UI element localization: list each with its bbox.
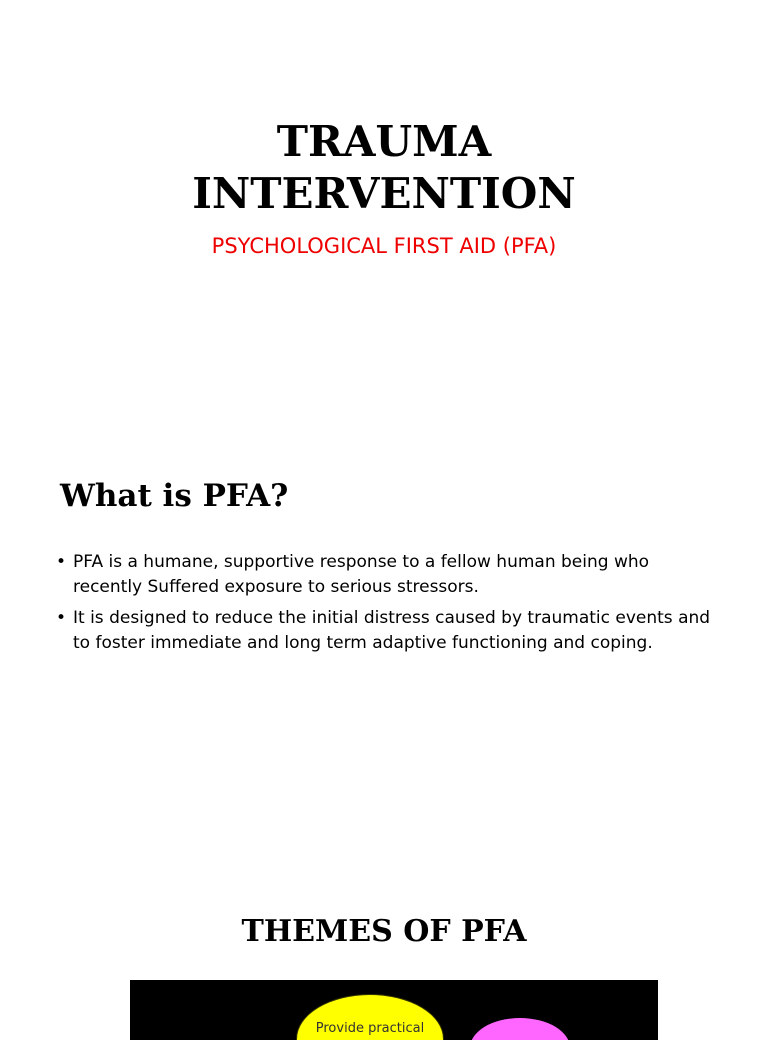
slide-subtitle: PSYCHOLOGICAL FIRST AID (PFA) <box>211 234 557 258</box>
slide-title <box>0 116 768 220</box>
bullet-item <box>56 606 716 656</box>
themes-of-pfa-slide <box>0 860 768 1036</box>
title-line-2: INTERVENTION <box>192 169 576 218</box>
themes-diagram <box>130 980 658 1040</box>
bullet-text: PFA is a humane, supportive response to a fellow human being who recently Suffered exposure to serious stressors. <box>73 552 650 597</box>
theme-oval-practical <box>296 994 444 1040</box>
slide-heading: THEMES OF PFA <box>241 914 527 949</box>
theme-oval-label: Provide practical <box>315 1021 425 1036</box>
slide-heading: What is PFA? <box>60 478 289 514</box>
title-slide <box>0 0 768 430</box>
what-is-pfa-slide <box>0 430 768 860</box>
bullet-list <box>56 550 716 662</box>
bullet-icon: • <box>56 608 67 628</box>
bullet-item <box>56 550 716 600</box>
title-line-1: TRAUMA <box>276 117 492 166</box>
bullet-icon: • <box>56 552 67 572</box>
bullet-text: It is designed to reduce the initial distress caused by traumatic events and to foster immediate and long term adaptive functioning and coping. <box>73 608 711 653</box>
theme-oval-pink <box>470 1018 570 1040</box>
